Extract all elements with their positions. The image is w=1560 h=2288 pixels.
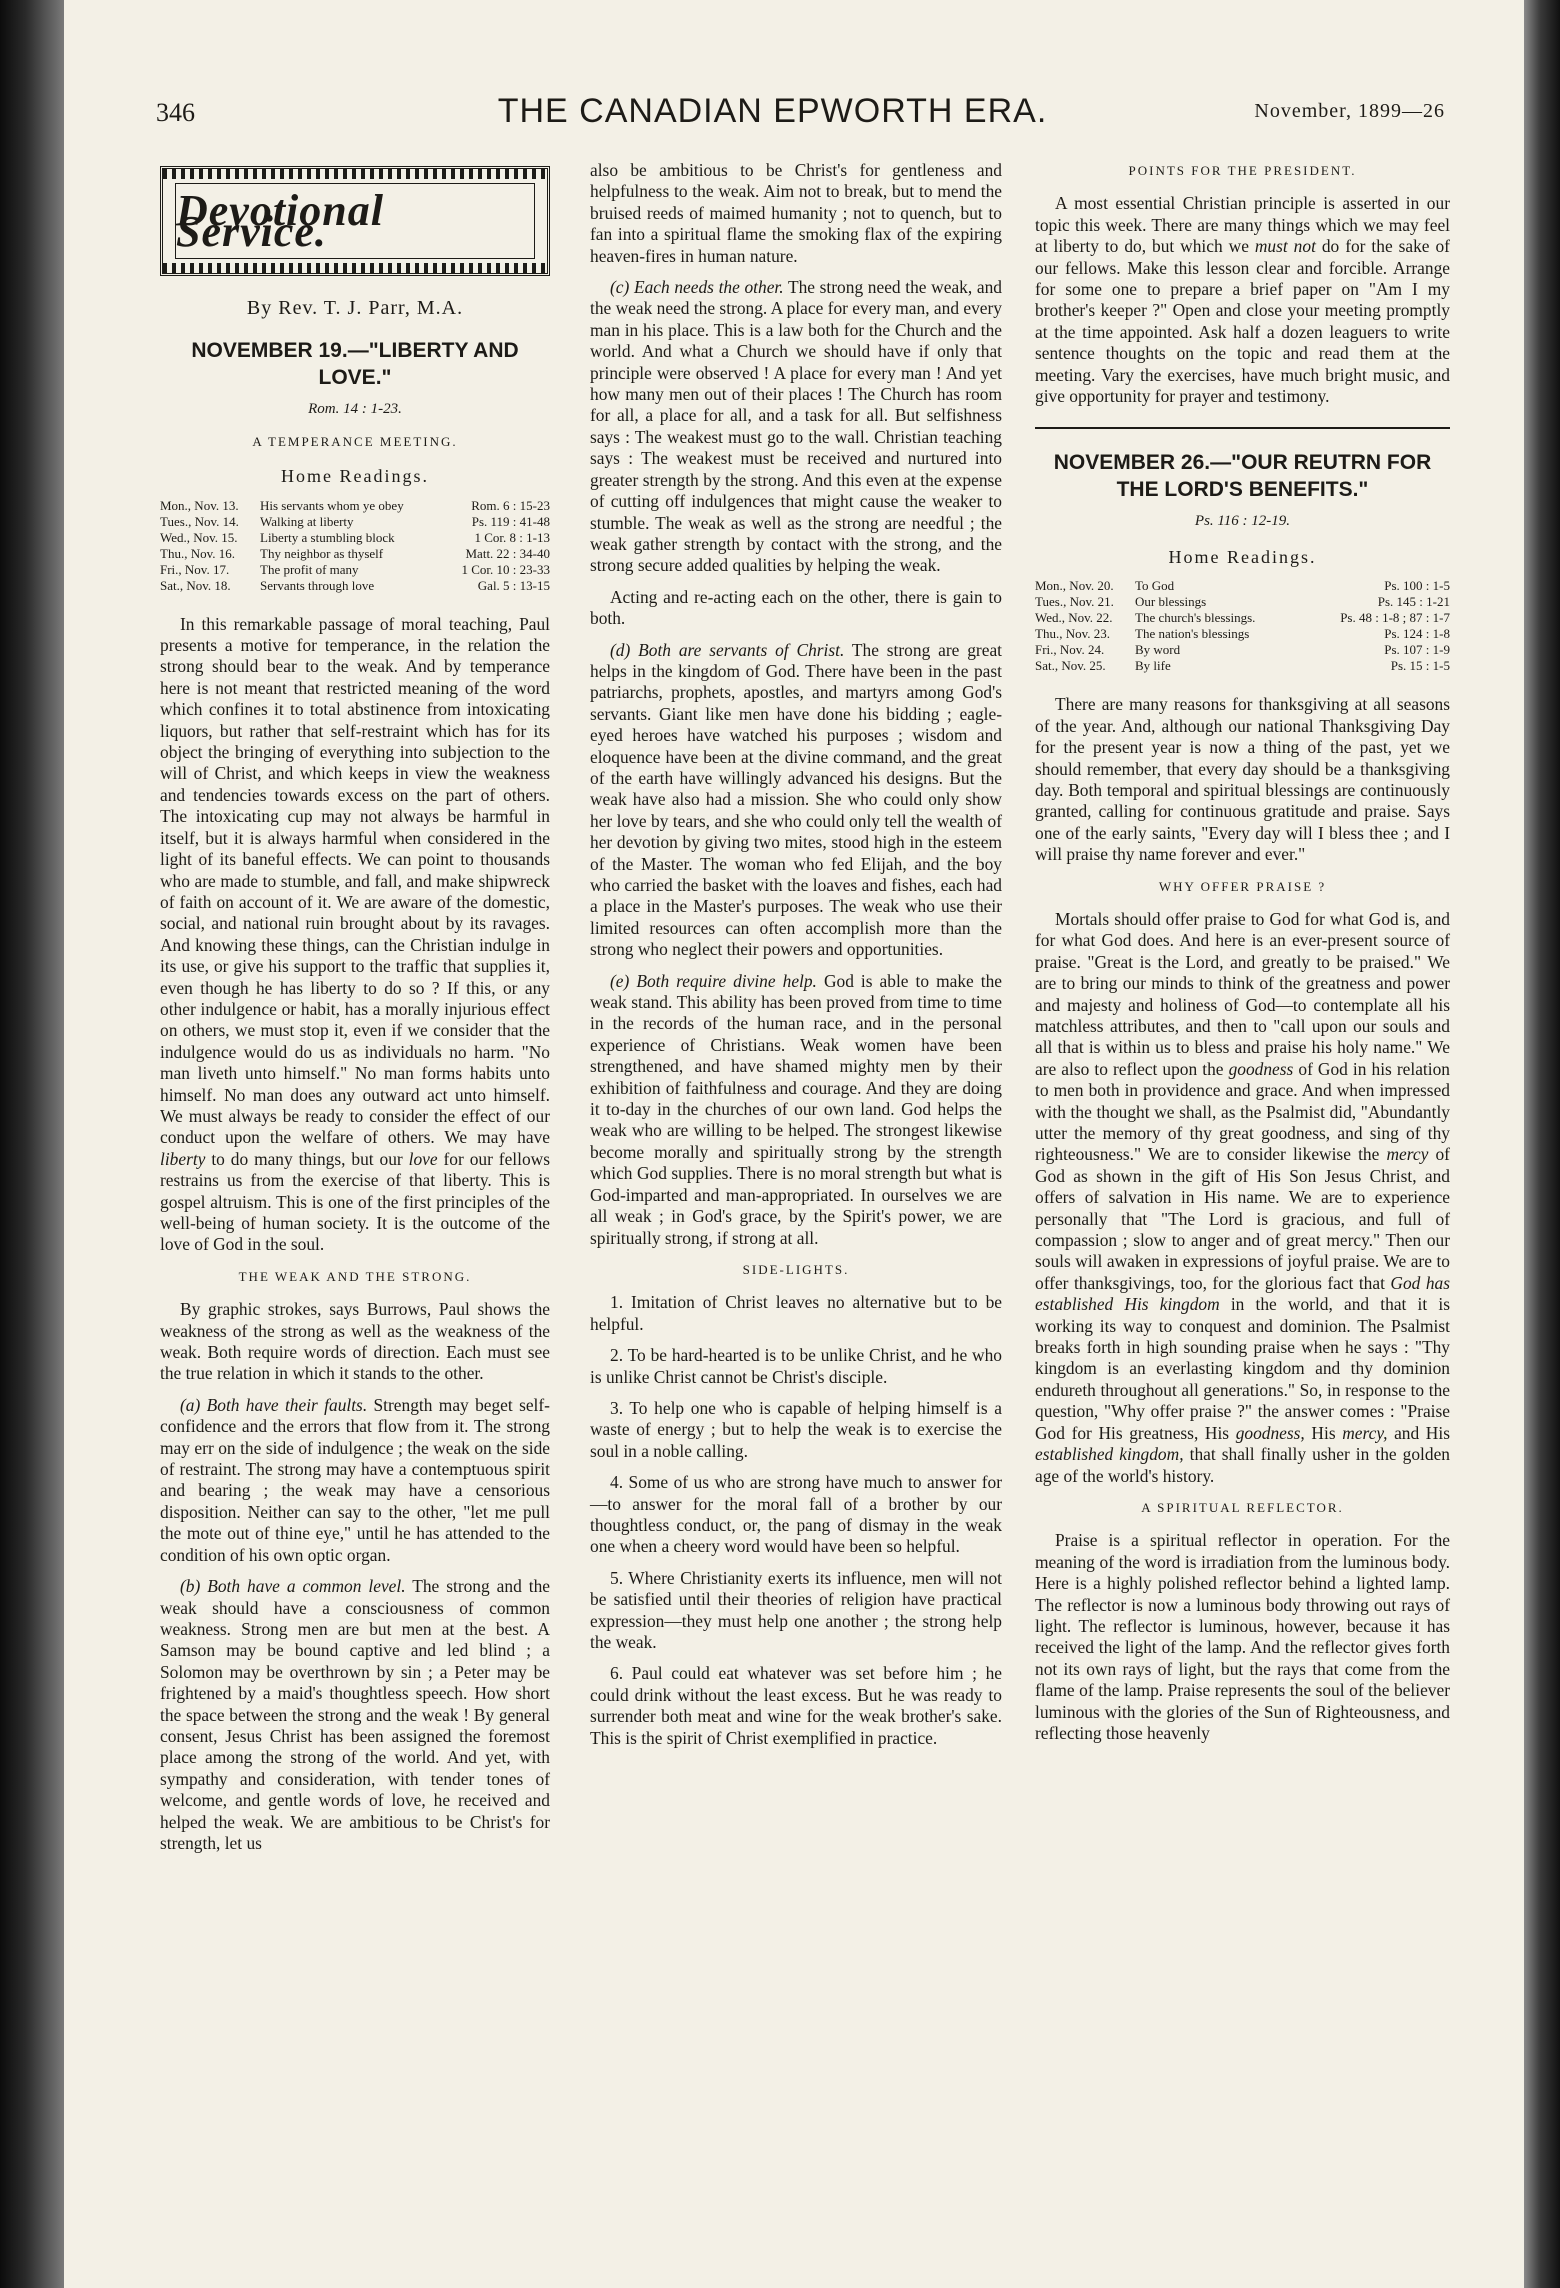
table-row: Wed., Nov. 22. The church's blessings. Ps. 48 : 1-8 ; 87 : 1-7 [1035, 610, 1450, 626]
scripture-reference: Rom. 14 : 1-23. [308, 401, 402, 418]
paragraph: also be ambitious to be Christ's for gentleness and helpfulness to the weak. Aim not to break, but to mend the bruised reeds of maimed humanity ; not to quench, but to fan into a spiritual flame the smoking flax of the expiring heaven-fires in human nature. [590, 160, 1002, 266]
paragraph: By graphic strokes, says Burrows, Paul shows the weakness of the strong as well as the weakness of the weak. Both require words of direction. Each must see the true relation in which it stands to the other. [160, 1299, 550, 1384]
point-b: (b) Both have a common level. The strong and the weak should have a consciousness of common weakness. Strong men are but men at the best. A Samson may be bound captive and led blind ; a Solomon may be overthrown by sin ; a Peter may be frightened by a maid's thoughtless speech. How short the space between the strong and the weak ! By general consent, Jesus Christ has been assigned the foremost place among the strong of the world. And yet, with sympathy and consideration, with tender tones of welcome, and gentle words of love, he received and helped the weak. We are ambitious to be Christ's for strength, let us [160, 1576, 550, 1853]
next-page-edge [1524, 0, 1560, 2288]
table-row: Thu., Nov. 23. The nation's blessings Ps. 124 : 1-8 [1035, 626, 1450, 642]
table-row: Fri., Nov. 17. The profit of many 1 Cor. 10 : 23-33 [160, 561, 550, 577]
home-readings-title-2: Home Readings. [1168, 546, 1317, 567]
issue-date: November, 1899—26 [1254, 100, 1445, 122]
page-number: 346 [156, 98, 195, 127]
president-paragraph: A most essential Christian principle is asserted in our topic this week. There are many things which we may feel at liberty to do, but which we must not do for the sake of our fellows. Make this lesson clear and forcible. Arrange for some one to prepare a brief paper on "Am I my brother's keeper ?" Open and close your meeting promptly at the time appointed. Ask half a dozen leaguers to write sentence thoughts on the topic and read them at the meeting. Vary the exercises, have much bright music, and give opportunity for prayer and testimony. [1035, 193, 1450, 407]
table-row: Mon., Nov. 13. His servants whom ye obey Rom. 6 : 15-23 [160, 497, 550, 513]
section-heading-weak-strong: THE WEAK AND THE STRONG. [238, 1268, 472, 1284]
section-heading-sidelights: SIDE-LIGHTS. [742, 1261, 850, 1277]
table-row: Mon., Nov. 20. To God Ps. 100 : 1-5 [1035, 578, 1450, 594]
byline: By Rev. T. J. Parr, M.A. [246, 297, 464, 319]
table-row: Tues., Nov. 21. Our blessings Ps. 145 : 1-21 [1035, 594, 1450, 610]
section-heading-reflector: A SPIRITUAL REFLECTOR. [1141, 1499, 1344, 1515]
banner-title: Devotional Service. [176, 185, 384, 256]
home-readings-table-2 [1035, 578, 1450, 674]
table-row: Wed., Nov. 15. Liberty a stumbling block 1 Cor. 8 : 1-13 [160, 529, 550, 545]
point-e: (e) Both require divine help. God is able to make the weak stand. This ability has been proved from time to time in the records of the human race, and in the personal experience of Christians. Weak women have been strengthened, and have shamed mighty men by their exhibition of faithfulness and courage. And they are doing it to-day in the churches of our own land. God helps the weak who are willing to be helped. The strongest likewise become morally and spiritually strong by the strength which God supplies. There is no moral strength but what is God-imparted and man-appropriated. In ourselves we are all weak ; in God's grace, by the Spirit's power, we are spiritually strong, if strong at all. [590, 970, 1002, 1248]
section-banner [160, 166, 550, 276]
table-row: Sat., Nov. 18. Servants through love Gal. 5 : 13-15 [160, 577, 550, 593]
home-readings-title: Home Readings. [281, 466, 429, 487]
sidelight-item: 1. Imitation of Christ leaves no alternative but to be helpful. [590, 1292, 1002, 1334]
table-row: Sat., Nov. 25. By life Ps. 15 : 1-5 [1035, 658, 1450, 674]
section-heading-why-praise: WHY OFFER PRAISE ? [1158, 878, 1327, 894]
meeting-type: A TEMPERANCE MEETING. [252, 433, 458, 449]
table-row: Fri., Nov. 24. By word Ps. 107 : 1-9 [1035, 642, 1450, 658]
point-a: (a) Both have their faults. Strength may beget self-confidence and the errors that flow from it. The strong may err on the side of indulgence ; the weak on the side of restraint. The strong may have a contemptuous spirit and bearing ; the weak may have a censorious disposition. Neither can say to the other, "let me pull the mote out of thine eye," until he has attended to the condition of his own optic organ. [160, 1394, 550, 1565]
point-c: (c) Each needs the other. The strong need the weak, and the weak need the strong. A place for every man, and every man in his place. This is a law both for the Church and the world. And what a Church we should have if only that principle were observed ! A place for every man ! And yet how many men out of their places ! The Church has room for all, a place for all, and a task for all. But selfishness says : The weakest must go to the wall. Christian teaching says : The weakest must be received and nurtured into greater strength by the strong. And this even at the expense of cutting off indulgences that might cause the weaker to stumble. The weak as well as the strong are needful ; the weak gather strength by contact with the strong, and the strong secure added qualities by helping the weak. [590, 277, 1002, 576]
section-heading-president: POINTS FOR THE PRESIDENT. [1128, 163, 1357, 178]
column-3 [1035, 160, 1450, 1754]
column-2 [590, 160, 1002, 1759]
table-row: Tues., Nov. 14. Walking at liberty Ps. 119 : 41-48 [160, 513, 550, 529]
page-header [100, 92, 1445, 132]
paragraph: There are many reasons for thanksgiving at all seasons of the year. And, although our national Thanksgiving Day for the present year is now a thing of the past, yet we should remember, that every day should be a thanksgiving day. Both temporal and spiritual blessings are continuously granted, calling for continuous gratitude and praise. Says one of the early saints, "Every day will I bless thee ; and I will praise thy name forever and ever." [1035, 694, 1450, 865]
intro-paragraph: In this remarkable passage of moral teaching, Paul presents a motive for temperance, in the relation the strong should bear to the weak. And by temperance here is not meant that restricted meaning of the word which confines it to total abstinence from intoxicating liquors, but rather that self-restraint which has for its object the bringing of everything into subjection to the will of Christ, and which keeps in view the weakness and tendencies towards excess on the part of others. The intoxicating cup may not always be harmful in itself, but it is always harmful when considered in the light of its baneful effects. We can point to thousands who are made to stumble, and fall, and make shipwreck of faith on account of it. We are aware of the domestic, social, and national ruin brought about by its ravages. And knowing these things, can the Christian indulge in its use, or give his support to the traffic that supplies it, even though he has liberty to do so ? If this, or any other indulgence or habit, has a morally injurious effect on others, we must stop it, even if we consider that the indulgence would do us as individuals no harm. "No man liveth unto himself." No man forms habits unto himself. No man does any outward act unto himself. We must always be ready to consider the effect of our conduct upon the welfare of others. We may have liberty to do many things, but our love for our fellows restrains us from the exercise of that liberty. This is gospel altruism. This is one of the first principles of the well-being of human society. It is the outcome of the love of God in the soul. [160, 613, 550, 1255]
sidelight-item: 6. Paul could eat whatever was set before him ; he could drink without the least excess. But he was ready to surrender both meat and wine for the weak brother's sake. This is the spirit of Christ exemplified in practice. [590, 1663, 1002, 1748]
sidelight-item: 2. To be hard-hearted is to be unlike Christ, and he who is unlike Christ cannot be Christ's disciple. [590, 1345, 1002, 1387]
table-row: Thu., Nov. 16. Thy neighbor as thyself Matt. 22 : 34-40 [160, 545, 550, 561]
why-praise-paragraph: Mortals should offer praise to God for what God is, and for what God does. And here is an ever-present source of praise. "Great is the Lord, and greatly to be praised." We are to bring our minds to think of the greatness and power and majesty and holiness of God—to contemplate all his matchless attributes, and then to "call upon our souls and all that is within us to bless and praise his holy name." We are also to reflect upon the goodness of God in his relation to men both in providence and grace. And when impressed with the thought we shall, as the Psalmist did, "Abundantly utter the memory of thy great goodness, and sing of thy righteousness." We are to consider likewise the mercy of God as shown in the gift of His Son Jesus Christ, and offers of salvation in His name. We are to experience personally that "The Lord is gracious, and full of compassion ; slow to anger and of great mercy." Then our souls will awaken in expressions of joyful praise. We are to offer thanksgivings, too, for the glorious fact that God has established His kingdom in the world, and that it is working its way to conquest and dominion. The Psalmist breaks forth in high sounding praise when he says : "Thy kingdom is an everlasting kingdom and thy dominion endureth throughout all generations." So, in response to the question, "Why offer praise ?" the answer comes : "Praise God for His greatness, His goodness, His mercy, and His established kingdom, that shall finally usher in the golden age of the world's history. [1035, 908, 1450, 1486]
point-d: (d) Both are servants of Christ. The strong are great helps in the kingdom of God. There have been in the past patriarchs, prophets, apostles, and martyrs among God's servants. Giant like men have done his bidding ; eagle-eyed heroes have watched his purposes ; wisdom and eloquence have been at the divine command, and the great of the earth have willingly advanced his designs. But the weak have also had a mission. She who could only show her love by tears, and she who could only tell the wealth of her devotion by giving two mites, stood high in the esteem of the Master. The woman who fed Elijah, and the boy who carried the basket with the loaves and fishes, each had a place in the Master's purposes. The weak who use their limited resources can often accomplish more than the strong who neglect their powers and opportunities. [590, 639, 1002, 960]
topic-heading: NOVEMBER 19.—"LIBERTY AND LOVE." [191, 339, 519, 390]
book-binding-shadow [0, 0, 64, 2288]
topic-heading-2: NOVEMBER 26.—"OUR REUTRN FOR THE LORD'S BENEFITS." [1053, 451, 1432, 502]
home-readings-table [160, 498, 550, 594]
divider [1035, 427, 1450, 429]
column-1 [160, 160, 550, 1864]
journal-title: THE CANADIAN EPWORTH ERA. [497, 92, 1048, 130]
scripture-reference-2: Ps. 116 : 12-19. [1194, 513, 1291, 530]
sidelight-item: 4. Some of us who are strong have much to answer for—to answer for the moral fall of a brother by our thoughtless conduct, or, the pang of dismay in the weak one when a cheery word would have been so helpful. [590, 1472, 1002, 1557]
sidelight-item: 5. Where Christianity exerts its influence, men will not be satisfied until their theories of religion have practical expression—they must help one another ; the strong help the weak. [590, 1567, 1002, 1652]
paragraph: Acting and re-acting each on the other, there is gain to both. [590, 586, 1002, 629]
sidelight-item: 3. To help one who is capable of helping himself is a waste of energy ; but to help the weak is to exercise the soul in a noble calling. [590, 1397, 1002, 1461]
paragraph: Praise is a spiritual reflector in operation. For the meaning of the word is irradiation from the luminous body. Here is a highly polished reflector behind a lighted lamp. The reflector is now a luminous body throwing out rays of light. The reflector is luminous, however, because it has received the light of the lamp. And the reflector gives forth not its own rays of light, but the rays that come from the flame of the lamp. Praise represents the soul of the believer luminous with the glories of the Sun of Righteousness, and reflecting those heavenly [1035, 1530, 1450, 1743]
